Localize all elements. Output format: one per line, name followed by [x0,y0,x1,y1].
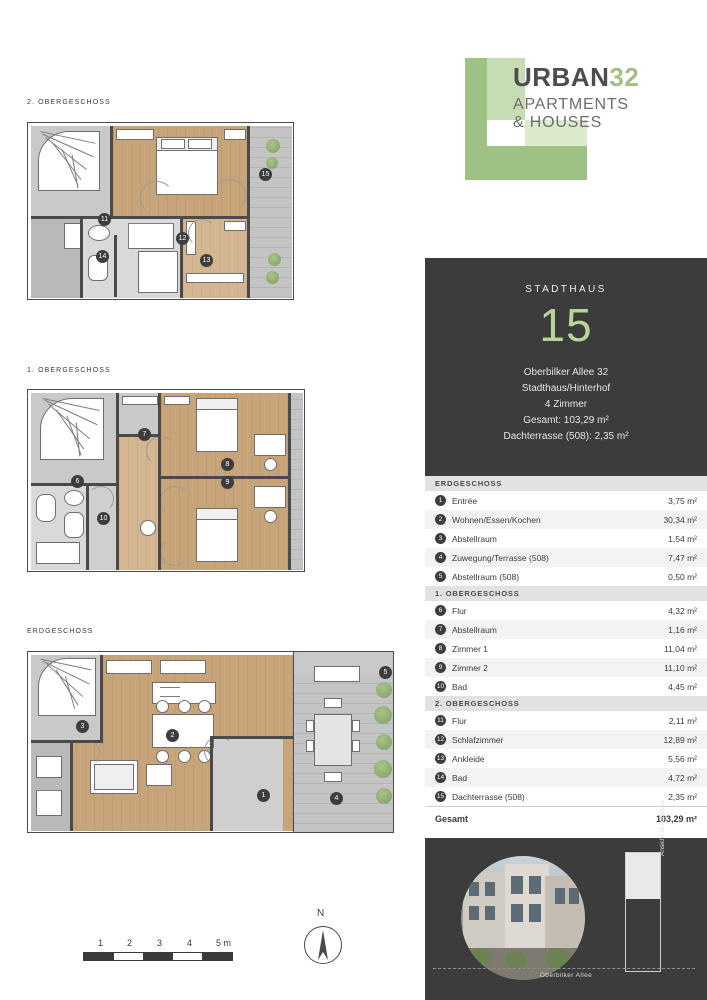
row-number: 12 [436,736,445,743]
room-marker-12: 12 [176,232,189,245]
table-row [425,677,707,696]
unit-rooms: 4 Zimmer [544,399,588,410]
room-marker-14: 14 [96,250,109,263]
unit-terrace: Dachterrasse (508): 2,35 m² [503,431,629,442]
row-area: 11,10 m² [664,662,697,673]
row-name: Bad [452,772,468,783]
table-row [425,491,707,510]
plan-og2 [27,122,294,300]
table-row [425,529,707,548]
room-marker-7: 7 [138,428,151,441]
brand-logo [425,36,707,226]
scale-tick-4: 4 [187,938,193,948]
row-area: 30,34 m² [663,514,697,525]
room-marker-3: 3 [76,720,89,733]
building-photo [461,856,585,980]
room-marker-9: 9 [221,476,234,489]
compass [300,908,344,968]
areas-table [425,476,707,830]
row-number: 15 [436,793,445,800]
row-name: Flur [452,715,467,726]
plan-og1 [27,389,305,572]
total-label: Gesamt [435,813,469,824]
row-name: Zimmer 1 [452,643,488,654]
row-name: Bad [452,681,468,692]
plant-icon [374,760,392,778]
row-name: Flur [452,605,467,616]
room-marker-11: 11 [98,213,111,226]
row-area: 4,45 m² [668,681,697,692]
row-name: Schlafzimmer [452,734,504,745]
brand-name: URBAN [513,62,610,92]
plant-icon [266,139,280,153]
table-row [425,620,707,639]
plant-icon [376,682,392,698]
unit-header [425,258,707,476]
row-name: Abstellraum [452,533,497,544]
table-row [425,711,707,730]
brand-sub1: APARTMENTS [513,96,629,113]
table-row [425,768,707,787]
brand-accent: 32 [609,62,640,92]
row-name: Zuwegung/Terrasse (508) [452,552,549,563]
row-name: Abstellraum (508) [452,571,520,582]
room-marker-6: 6 [71,475,84,488]
room-marker-2: 2 [166,729,179,742]
row-area: 11,04 m² [664,643,697,654]
plant-icon [374,706,392,724]
total-value: 103,29 m² [655,813,697,824]
table-row [425,749,707,768]
plan-eg-terrace [294,651,394,833]
row-name: Abstellraum [452,624,497,635]
row-number: 1 [435,495,446,506]
info-panel [425,0,707,1000]
scale-tick-2: 2 [127,938,133,948]
brand-sub2: & HOUSES [513,114,603,131]
row-area: 2,35 m² [668,791,697,802]
row-name: Dachterrasse (508) [452,791,525,802]
row-area: 3,75 m² [668,495,697,506]
plant-icon [376,734,392,750]
plant-icon [376,788,392,804]
scale-tick-5: 5 m [216,938,232,948]
room-marker-8: 8 [221,458,234,471]
row-area: 0,50 m² [668,571,697,582]
floor-label-og2: 2. OBERGESCHOSS [27,99,111,106]
table-row [425,510,707,529]
row-number: 13 [436,755,445,762]
compass-needle-icon [300,908,344,968]
row-number: 11 [435,715,446,726]
row-area: 12,89 m² [663,734,697,745]
table-row [425,639,707,658]
floor-label-og1: 1. OBERGESCHOSS [27,367,111,374]
plant-icon [266,271,279,284]
section-header-og2: 2. OBERGESCHOSS [425,696,707,711]
row-area: 7,47 m² [668,552,697,563]
scale-tick-1: 1 [98,938,104,948]
row-number: 14 [436,774,445,781]
row-number: 3 [435,533,446,544]
table-row [425,567,707,586]
row-number: 6 [435,605,446,616]
row-number: 10 [436,683,445,690]
compass-north-label: N [317,908,325,919]
row-area: 1,16 m² [668,624,697,635]
room-marker-15: 15 [259,168,272,181]
row-name: Zimmer 2 [452,662,488,673]
row-area: 2,11 m² [668,715,697,726]
unit-type-label: STADTHAUS [525,284,607,295]
row-area: 1,54 m² [668,533,697,544]
scale-tick-3: 3 [157,938,163,948]
plan-eg [27,651,294,833]
room-marker-4: 4 [330,792,343,805]
site-plot-label: Ansicht Grundstück [659,799,666,856]
unit-kind: Stadthaus/Hinterhof [521,383,611,394]
row-name: Ankleide [452,753,485,764]
scale-numbers [83,938,253,950]
unit-address: Oberbilker Allee 32 [523,367,609,378]
unit-number: 15 [539,299,593,351]
plant-icon [268,253,281,266]
row-number: 8 [435,643,446,654]
room-marker-13: 13 [200,254,213,267]
row-number: 4 [435,552,446,563]
room-marker-1: 1 [257,789,270,802]
table-row [425,601,707,620]
room-marker-5: 5 [379,666,392,679]
row-number: 9 [435,662,446,673]
row-area: 5,56 m² [668,753,697,764]
table-row [425,730,707,749]
row-name: Entrée [452,495,478,506]
row-number: 7 [435,624,446,635]
row-name: Wohnen/Essen/Kochen [452,514,541,525]
table-row [425,548,707,567]
row-number: 2 [435,514,446,525]
table-row [425,658,707,677]
row-area: 4,32 m² [668,605,697,616]
scale-bar [83,952,233,961]
section-header-eg: ERDGESCHOSS [425,476,707,491]
row-area: 4,72 m² [668,772,697,783]
row-number: 5 [435,571,446,582]
unit-total: Gesamt: 103,29 m² [523,415,609,426]
room-marker-10: 10 [97,512,110,525]
street-label: Oberbilker Allee [539,972,593,979]
plant-icon [266,157,278,169]
section-header-og1: 1. OBERGESCHOSS [425,586,707,601]
floor-label-eg: ERDGESCHOSS [27,628,94,635]
